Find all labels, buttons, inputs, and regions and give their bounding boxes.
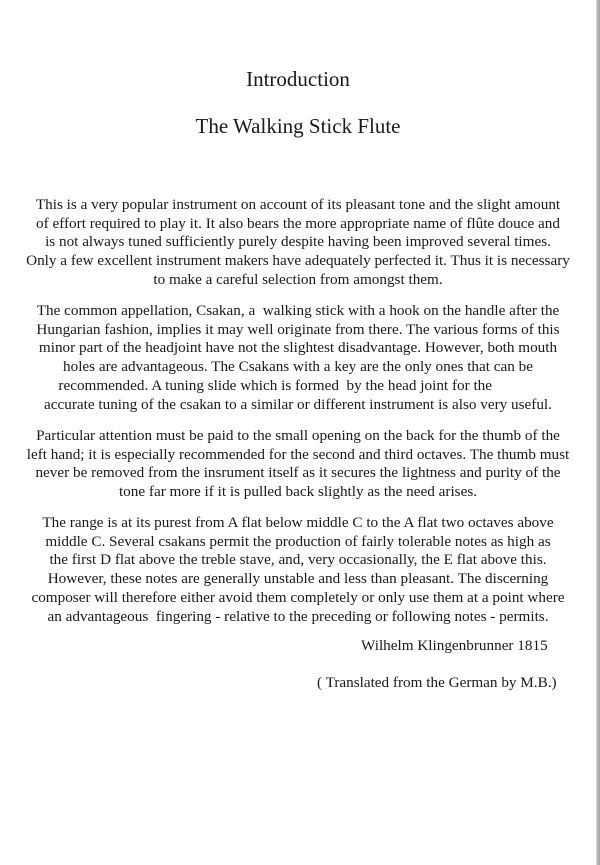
text-line: This is a very popular instrument on account of its pleasant tone and the slight amount [35,196,561,213]
text-line: of effort required to play it. It also bears the more appropriate name of flûte douce and [36,214,560,232]
text-line: left hand; it is especially recommended for the second and third octaves. The thumb must [26,445,570,463]
text-line: composer will therefore either avoid them completely or only use them at a point where [31,588,565,606]
text-line: is not always tuned sufficiently purely despite having been improved several times. [45,233,551,251]
text-line: The common appellation, Csakan, a walking stick with a hook on the handle after the [36,302,560,319]
text-line: the first D flat above the treble stave, and, very occasionally, the E flat above this. [49,551,547,569]
text-line: Only a few excellent instrument makers have adequately perfected it. Thus it is necessary [26,252,570,270]
text-line: Hungarian fashion, implies it may well originate from there. The various forms of this [36,320,560,338]
text-line: However, these notes are generally unstable and less than pleasant. The discerning [47,570,549,588]
text-line: Particular attention must be paid to the small opening on the back for the thumb of the [36,427,560,444]
text-line: never be removed from the insrument itself as it secures the lightness and purity of the [35,464,561,482]
text-line: middle C. Several csakans permit the production of fairly tolerable notes as high as [45,532,551,550]
text-line: tone far more if it is pulled back slightly as the need arises. [118,483,478,501]
text-line: The range is at its purest from A flat below middle C to the A flat two octaves above [42,514,554,531]
text-line: accurate tuning of the csakan to a similar or different instrument is also very useful. [44,395,552,413]
text-line: holes are advantageous. The Csakans with a key are the only ones that can be [63,358,533,376]
page-title: Introduction [246,67,350,91]
paragraph-range [0,514,596,626]
text-line: recommended. A tuning slide which is formed by the head joint for the [58,376,538,394]
translator-note: ( Translated from the German by M.B.) [317,674,557,691]
text-line: to make a careful selection from amongst them. [153,270,443,288]
page-edge-shadow [596,0,600,865]
page-subtitle: The Walking Stick Flute [195,114,401,138]
text-line: minor part of the headjoint have not the slightest disadvantage. However, both mouth [38,339,558,357]
text-line: an advantageous fingering - relative to the preceding or following notes - permits. [47,607,549,625]
paragraph-intro [0,196,596,290]
paragraph-thumb-opening [0,427,596,502]
author-signature: Wilhelm Klingenbrunner 1815 [361,637,548,654]
paragraph-csakan-name [0,302,596,414]
